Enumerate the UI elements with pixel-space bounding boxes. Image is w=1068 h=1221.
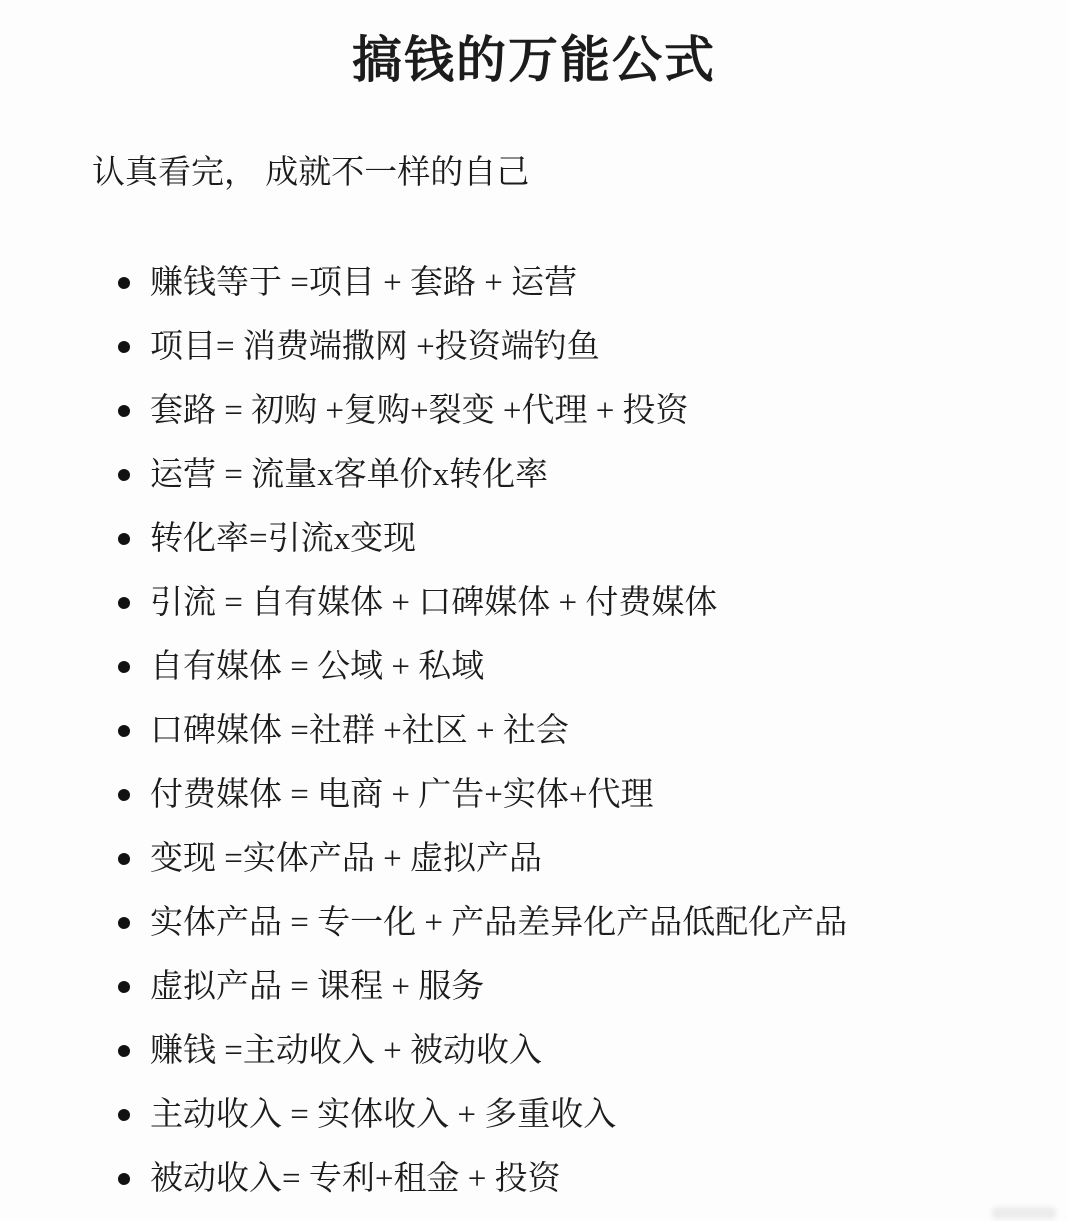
list-item-text: 项目= 消费端撒网 +投资端钓鱼 — [150, 329, 600, 365]
list-item-text: 虚拟产品 = 课程 + 服务 — [150, 969, 485, 1005]
subtitle: 认真看完， 成就不一样的自己 — [92, 155, 530, 191]
list-item-text: 转化率=引流x变现 — [150, 521, 417, 557]
list-item-text: 主动收入 = 实体收入 + 多重收入 — [150, 1097, 617, 1133]
list-item — [118, 970, 847, 1004]
list-item — [118, 650, 847, 684]
list-item-text: 付费媒体 = 电商 + 广告+实体+代理 — [150, 777, 654, 813]
bullet-icon — [118, 917, 130, 929]
bullet-icon — [118, 853, 130, 865]
bullet-icon — [118, 661, 130, 673]
list-item-text: 套路 = 初购 +复购+裂变 +代理 + 投资 — [150, 393, 689, 429]
list-item — [118, 1034, 847, 1068]
list-item — [118, 1162, 847, 1196]
list-item — [118, 778, 847, 812]
bullet-icon — [118, 277, 130, 289]
page-title: 搞钱的万能公式 — [352, 32, 716, 88]
watermark-smudge — [992, 1207, 1056, 1219]
bullet-icon — [118, 469, 130, 481]
list-item — [118, 458, 847, 492]
bullet-icon — [118, 341, 130, 353]
list-item — [118, 714, 847, 748]
bullet-icon — [118, 1045, 130, 1057]
list-item-text: 实体产品 = 专一化 + 产品差异化产品低配化产品 — [150, 905, 848, 941]
formula-list — [118, 266, 847, 1221]
bullet-icon — [118, 789, 130, 801]
bullet-icon — [118, 981, 130, 993]
list-item — [118, 522, 847, 556]
bullet-icon — [118, 405, 130, 417]
list-item — [118, 906, 847, 940]
list-item-text: 口碑媒体 =社群 +社区 + 社会 — [150, 713, 569, 749]
list-item — [118, 586, 847, 620]
list-item-text: 自有媒体 = 公域 + 私域 — [150, 649, 485, 685]
list-item-text: 赚钱 =主动收入 + 被动收入 — [150, 1033, 542, 1069]
list-item — [118, 394, 847, 428]
list-item — [118, 266, 847, 300]
bullet-icon — [118, 725, 130, 737]
bullet-icon — [118, 597, 130, 609]
list-item-text: 被动收入= 专利+租金 + 投资 — [150, 1161, 561, 1197]
list-item-text: 变现 =实体产品 + 虚拟产品 — [150, 841, 542, 877]
list-item — [118, 842, 847, 876]
list-item — [118, 330, 847, 364]
bullet-icon — [118, 1173, 130, 1185]
list-item-text: 赚钱等于 =项目 + 套路 + 运营 — [150, 265, 578, 301]
list-item — [118, 1098, 847, 1132]
list-item-text: 运营 = 流量x客单价x转化率 — [150, 457, 549, 493]
bullet-icon — [118, 533, 130, 545]
list-item-text: 引流 = 自有媒体 + 口碑媒体 + 付费媒体 — [150, 585, 718, 621]
bullet-icon — [118, 1109, 130, 1121]
